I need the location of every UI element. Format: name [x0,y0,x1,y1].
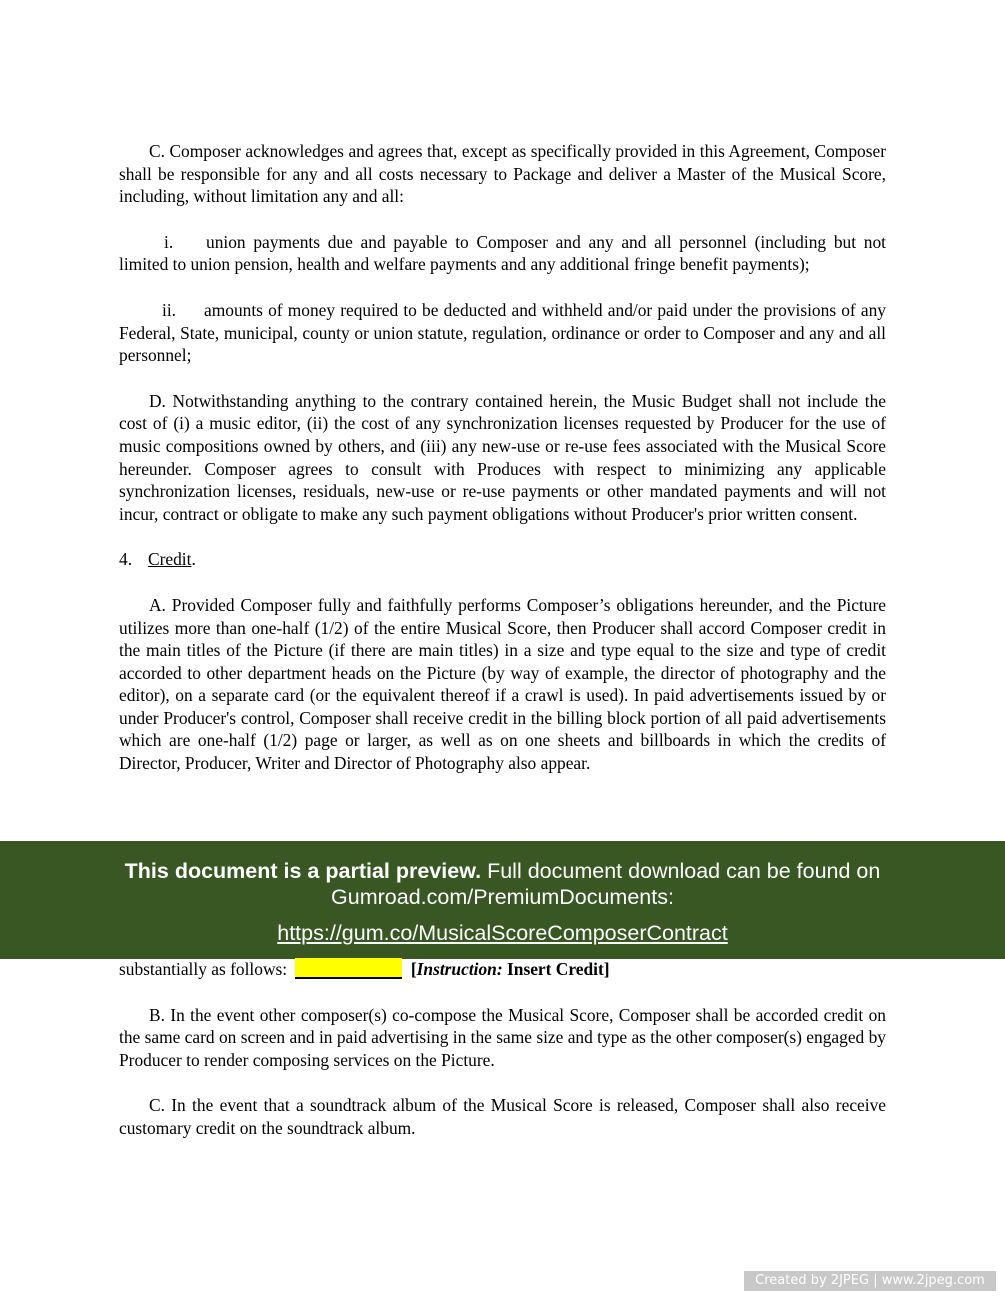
section-title-suffix: . [191,549,196,570]
instruction-text: Insert Credit [502,959,604,979]
item-text: union payments due and payable to Composer and any and all personnel (including but not limited to union pension, health and welfare payments and any additional fringe benefit payments); [119,231,886,275]
banner-bold-text: This document is a partial preview. [124,859,482,883]
preview-banner [0,841,1005,959]
paragraph-4b: B. In the event other composer(s) co-compose the Musical Score, Composer shall be accorded credit on the same card on screen and in paid advertising in the same size and type as the other composer(s) engaged by Producer to render composing services on the Picture. [119,1004,886,1070]
item-number: i. [164,231,174,252]
list-item-i [119,231,886,276]
banner-text: Full document download can be found on [481,859,881,883]
section-heading-credit [119,548,886,571]
item-text: amounts of money required to be deducted and withheld and/or paid under the provisions of any Federal, State, municipal, county or union statute, regulation, ordinance or order to Composer and any and all personnel; [119,299,886,366]
document-body [119,140,886,798]
download-link[interactable]: https://gum.co/MusicalScoreComposerContract [277,921,728,945]
watermark-badge: Created by 2JPEG | www.2jpeg.com [744,1271,996,1291]
credit-prefix: substantially as follows: [119,959,288,979]
document-body-continued [119,958,886,1163]
list-item-ii [119,299,886,367]
section-title: Credit [148,549,192,570]
banner-line-2: Gumroad.com/PremiumDocuments: [331,885,674,909]
credit-blank-field[interactable] [295,958,402,979]
paragraph-c: C. Composer acknowledges and agrees that, except as specifically provided in this Agreement, Composer shall be responsible for any and all costs necessary to Package and deliver a Master of the Musical Score, including, without limitation any and all: [119,141,886,207]
section-number: 4. [119,549,133,570]
paragraph-d: D. Notwithstanding anything to the contrary contained herein, the Music Budget shall not include the cost of (i) a music editor, (ii) the cost of any synchronization licenses requested by Producer for the use of music compositions owned by others, and (iii) any new-use or re-use fees associated with the Musical Score hereunder. Composer agrees to consult with Produces with respect to minimizing any applicable synchronization licenses, residuals, new-use or re-use payments or other mandated payments and will not incur, contract or obligate to make any such payment obligations without Producer's prior written consent. [119,390,886,524]
credit-line [119,958,886,981]
paragraph-4c: C. In the event that a soundtrack album of the Musical Score is released, Composer shall also receive customary credit on the soundtrack album. [119,1095,886,1138]
instruction-label: Instruction: [416,959,503,979]
bracket-close: ] [603,959,610,979]
banner-line-1 [0,858,1005,884]
item-number: ii. [162,299,177,320]
paragraph-4a: A. Provided Composer fully and faithfully performs Composer’s obligations hereunder, and the Picture utilizes more than one-half (1/2) of the entire Musical Score, then Producer shall accord Composer credit in the main titles of the Picture (if there are main titles) in a size and type equal to the size and type of credit accorded to other department heads on the Picture (by way of example, the director of photography and the editor), on a separate card (or the equivalent thereof if a crawl is used). In paid advertisements issued by or under Producer's control, Composer shall receive credit in the billing block portion of all paid advertisements which are one-half (1/2) page or larger, as well as on one sheets and billboards in which the credits of Director, Producer, Writer and Director of Photography also appear. [119,594,886,774]
bracket-open: [ [410,959,417,979]
